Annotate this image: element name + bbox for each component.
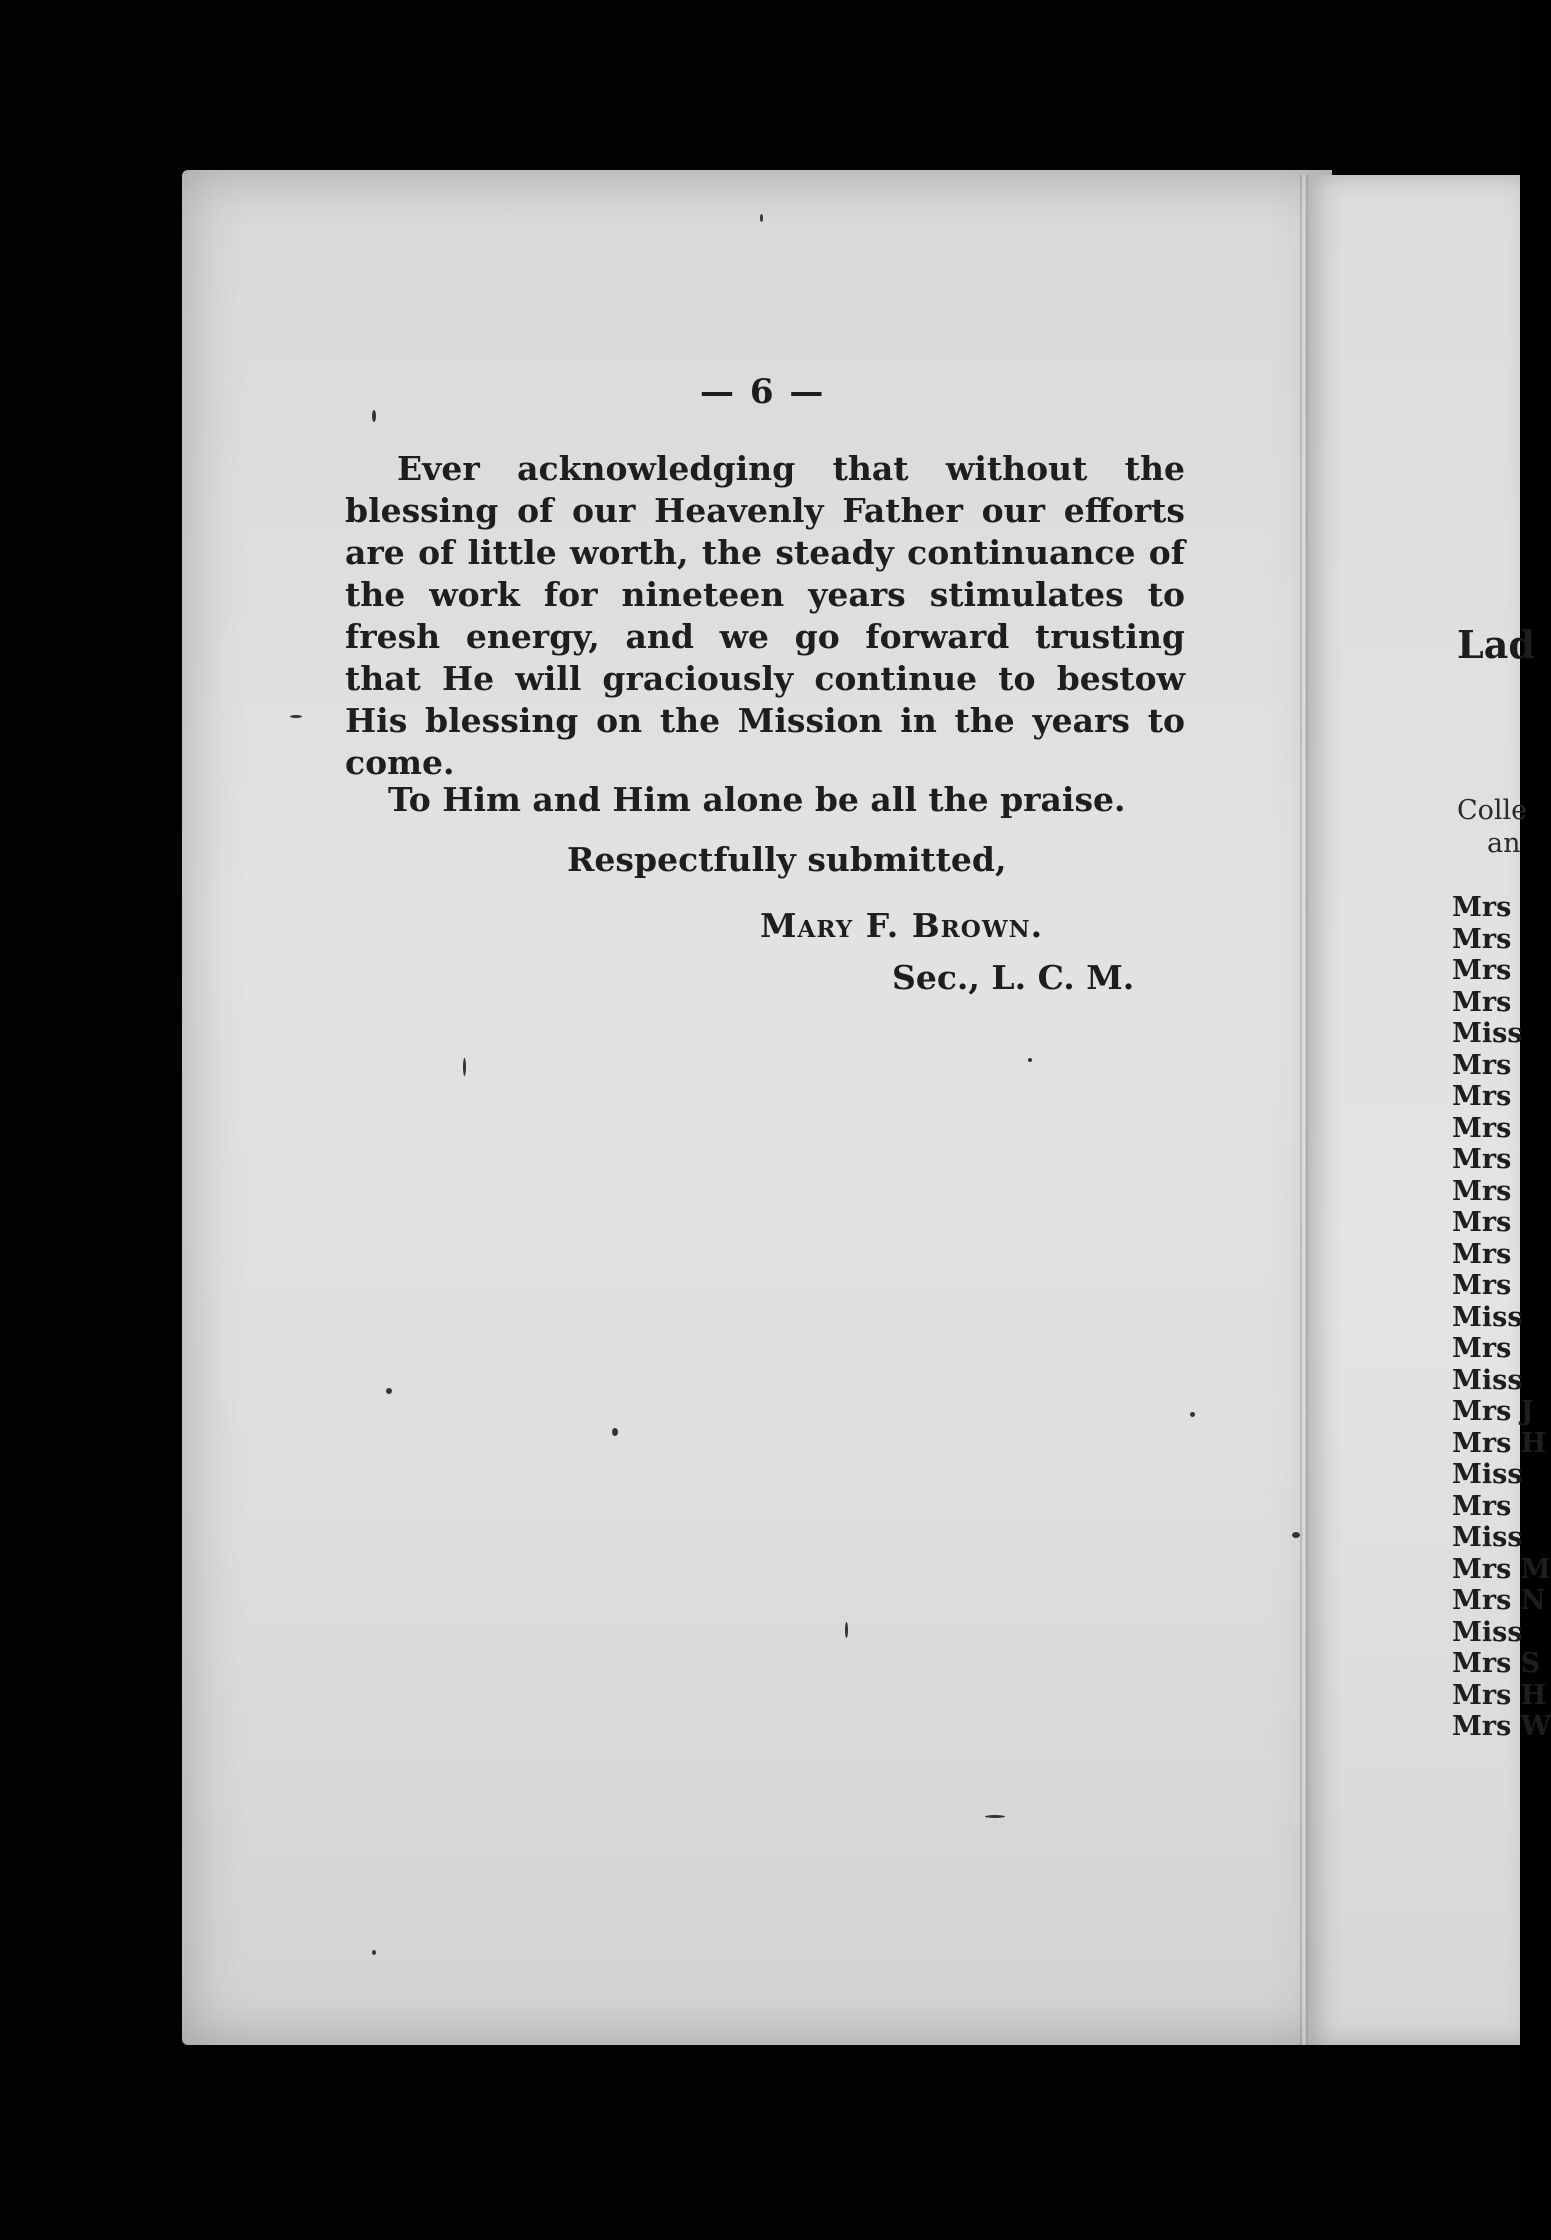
scan-speck bbox=[612, 1428, 618, 1436]
scan-speck bbox=[760, 214, 763, 222]
scan-speck bbox=[1190, 1412, 1195, 1417]
list-item: Mrs S bbox=[1452, 1648, 1541, 1679]
list-item: Mrs bbox=[1452, 1270, 1512, 1301]
page-fold bbox=[1300, 175, 1308, 2045]
page-number: — 6 — bbox=[700, 372, 826, 412]
list-item: Mrs W bbox=[1452, 1711, 1551, 1742]
right-page-subheading-2: an bbox=[1487, 828, 1521, 859]
closing-line: Respectfully submitted, bbox=[567, 840, 1007, 879]
list-item: Miss bbox=[1452, 1018, 1523, 1049]
list-item: Mrs bbox=[1452, 1049, 1512, 1081]
scan-speck bbox=[845, 1622, 848, 1638]
list-item: Mrs H bbox=[1452, 1679, 1547, 1711]
signature-title: Sec., L. C. M. bbox=[892, 958, 1135, 997]
list-item: Mrs bbox=[1452, 1490, 1512, 1522]
name-list bbox=[1452, 892, 1551, 1743]
list-item: Miss bbox=[1452, 1522, 1523, 1553]
right-page-heading: Lad bbox=[1457, 622, 1535, 667]
scan-speck bbox=[372, 1950, 376, 1955]
list-item: Mrs bbox=[1452, 1112, 1512, 1144]
list-item: Miss bbox=[1452, 1459, 1523, 1490]
scan-speck bbox=[1292, 1532, 1300, 1538]
scan-speck bbox=[463, 1058, 466, 1076]
list-item: Mrs J bbox=[1452, 1396, 1534, 1427]
list-item: Mrs bbox=[1452, 1333, 1512, 1364]
list-item: Mrs bbox=[1452, 1175, 1512, 1207]
scan-speck bbox=[290, 715, 302, 718]
list-item: Mrs M bbox=[1452, 1553, 1551, 1585]
list-item: Mrs H bbox=[1452, 1427, 1547, 1459]
list-item: Mrs bbox=[1452, 1238, 1512, 1270]
scan-speck bbox=[372, 410, 376, 422]
list-item: Mrs bbox=[1452, 892, 1512, 923]
list-item: Miss bbox=[1452, 1301, 1523, 1333]
signature-name: Mary F. Brown. bbox=[760, 906, 1044, 945]
scan-speck bbox=[386, 1388, 392, 1394]
scan-speck bbox=[1028, 1058, 1032, 1062]
list-item: Mrs bbox=[1452, 986, 1512, 1018]
list-item: Mrs N bbox=[1452, 1585, 1546, 1616]
list-item: Mrs bbox=[1452, 955, 1512, 986]
list-item: Miss bbox=[1452, 1616, 1523, 1648]
list-item: Mrs bbox=[1452, 1081, 1512, 1112]
scan-speck bbox=[985, 1815, 1005, 1818]
list-item: Mrs bbox=[1452, 923, 1512, 955]
body-paragraph: Ever acknowledging that without the blessing of our Heavenly Father our efforts are of little worth, the steady continuance of the work for nineteen years stimulates to fresh energy, and we go forward trusting that He will graciously continue to bestow His blessing on the Mission in the years to come. bbox=[345, 449, 1185, 782]
right-page-subheading-1: Colle bbox=[1457, 795, 1528, 826]
list-item: Mrs bbox=[1452, 1144, 1512, 1175]
praise-line: To Him and Him alone be all the praise. bbox=[388, 780, 1126, 819]
list-item: Mrs bbox=[1452, 1207, 1512, 1238]
list-item: Miss bbox=[1452, 1364, 1523, 1396]
